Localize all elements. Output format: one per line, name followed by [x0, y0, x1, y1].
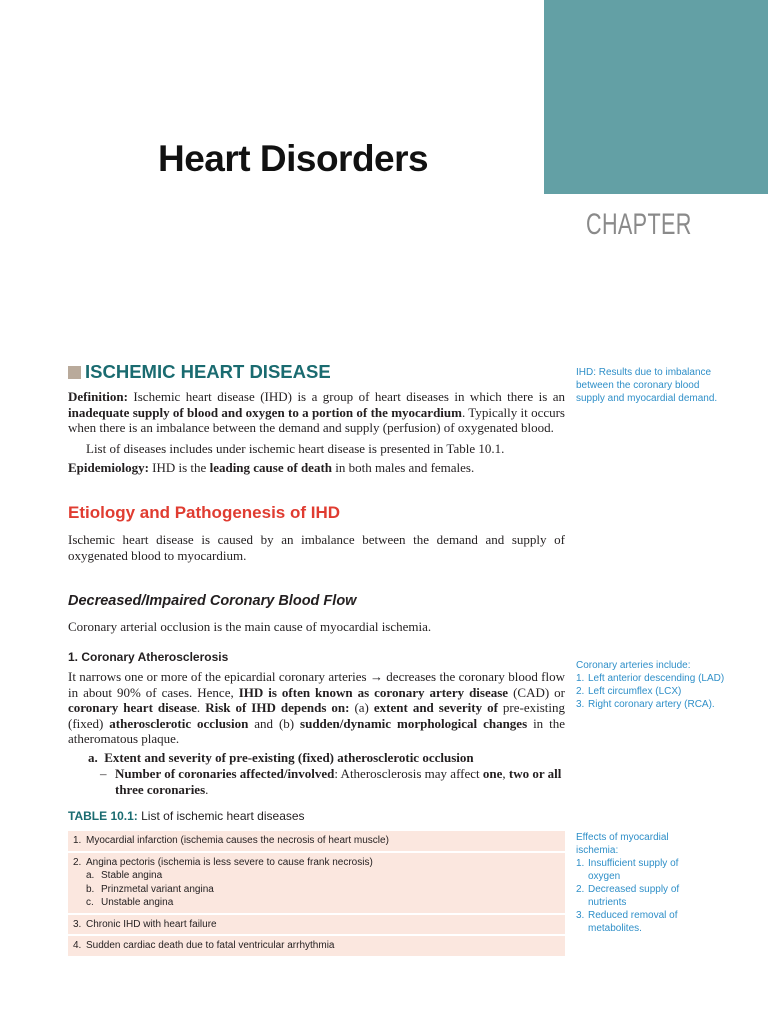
list-item: 2. Left circumflex (LCX): [576, 686, 682, 697]
list-item: 3. Right coronary artery (RCA).: [576, 699, 715, 710]
section-heading: [68, 361, 331, 383]
list-item: 1. Insufficient supply of oxygen: [576, 858, 679, 882]
table-row: 1. Myocardial infarction (ischemia causes the necrosis of heart muscle): [68, 831, 565, 851]
etiology-paragraph: Ischemic heart disease is caused by an imbalance between the demand and supply of oxygenated blood to myocardium.: [68, 532, 565, 563]
chapter-color-block: [544, 0, 768, 194]
list-item-dash: – Number of coronaries affected/involved: Atherosclerosis may affect one, two or all three coronaries.: [100, 766, 562, 797]
etiology-heading: Etiology and Pathogenesis of IHD: [68, 503, 341, 522]
definition-paragraph: Definition: Ischemic heart disease (IHD) is a group of heart diseases in which there is an inadequate supply of blood and oxygen to a portion of the myocardium. Typically it occurs when there is an imbalance between the demand and supply (perfusion) of oxygenated blood.: [68, 389, 565, 435]
ihd-table: [68, 831, 565, 958]
margin-note-coronary: Coronary arteries include: 1. Left anterior descending (LAD) 2. Left circumflex (LCX) 3. Right coronary artery (RCA).: [576, 660, 725, 710]
list-item: 1. Left anterior descending (LAD): [576, 673, 725, 684]
table-caption: TABLE 10.1: List of ischemic heart diseases: [68, 809, 305, 823]
margin-note-ihd: IHD: Results due to imbalance between the coronary blood supply and myocardial demand.: [576, 367, 718, 404]
table-row: 3. Chronic IHD with heart failure: [68, 915, 565, 935]
table-row: 2. Angina pectoris (ischemia is less severe to cause frank necrosis) a. Stable angina b. Prinzmetal variant angina c. Unstable angina: [68, 853, 565, 913]
epidemiology-paragraph: Epidemiology: IHD is the leading cause of death in both males and females.: [68, 460, 475, 475]
atherosclerosis-heading: 1. Coronary Atherosclerosis: [68, 650, 229, 664]
table-row: 4. Sudden cardiac death due to fatal ventricular arrhythmia: [68, 936, 565, 956]
table-reference-paragraph: List of diseases includes under ischemic heart disease is presented in Table 10.1.: [86, 441, 505, 456]
heading-square-icon: [68, 366, 81, 379]
chapter-label: CHAPTER: [586, 208, 692, 241]
margin-note-effects: Effects of myocardial ischemia: 1. Insufficient supply of oxygen 2. Decreased supply of nutrients 3. Reduced removal of metabolites.: [576, 831, 688, 935]
list-item: 3. Reduced removal of metabolites.: [576, 910, 678, 934]
list-item: 2. Decreased supply of nutrients: [576, 884, 680, 908]
list-item-a: a. Extent and severity of pre-existing (fixed) atherosclerotic occlusion: [88, 750, 474, 765]
atherosclerosis-paragraph: It narrows one or more of the epicardial coronary arteries → decreases the coronary blood flow in about 90% of cases. Hence, IHD is often known as coronary artery disease (CAD) or coronary heart disease. Risk of IHD depends on: (a) extent and severity of pre-existing (fixed) atherosclerotic occlusion and (b) sudden/dynamic morphological changes in the atheromatous plaque.: [68, 669, 566, 746]
section-heading-text: ISCHEMIC HEART DISEASE: [85, 361, 331, 382]
chapter-title: Heart Disorders: [158, 138, 429, 179]
decreased-flow-paragraph: Coronary arterial occlusion is the main cause of myocardial ischemia.: [68, 619, 432, 634]
decreased-flow-heading: Decreased/Impaired Coronary Blood Flow: [68, 593, 357, 609]
